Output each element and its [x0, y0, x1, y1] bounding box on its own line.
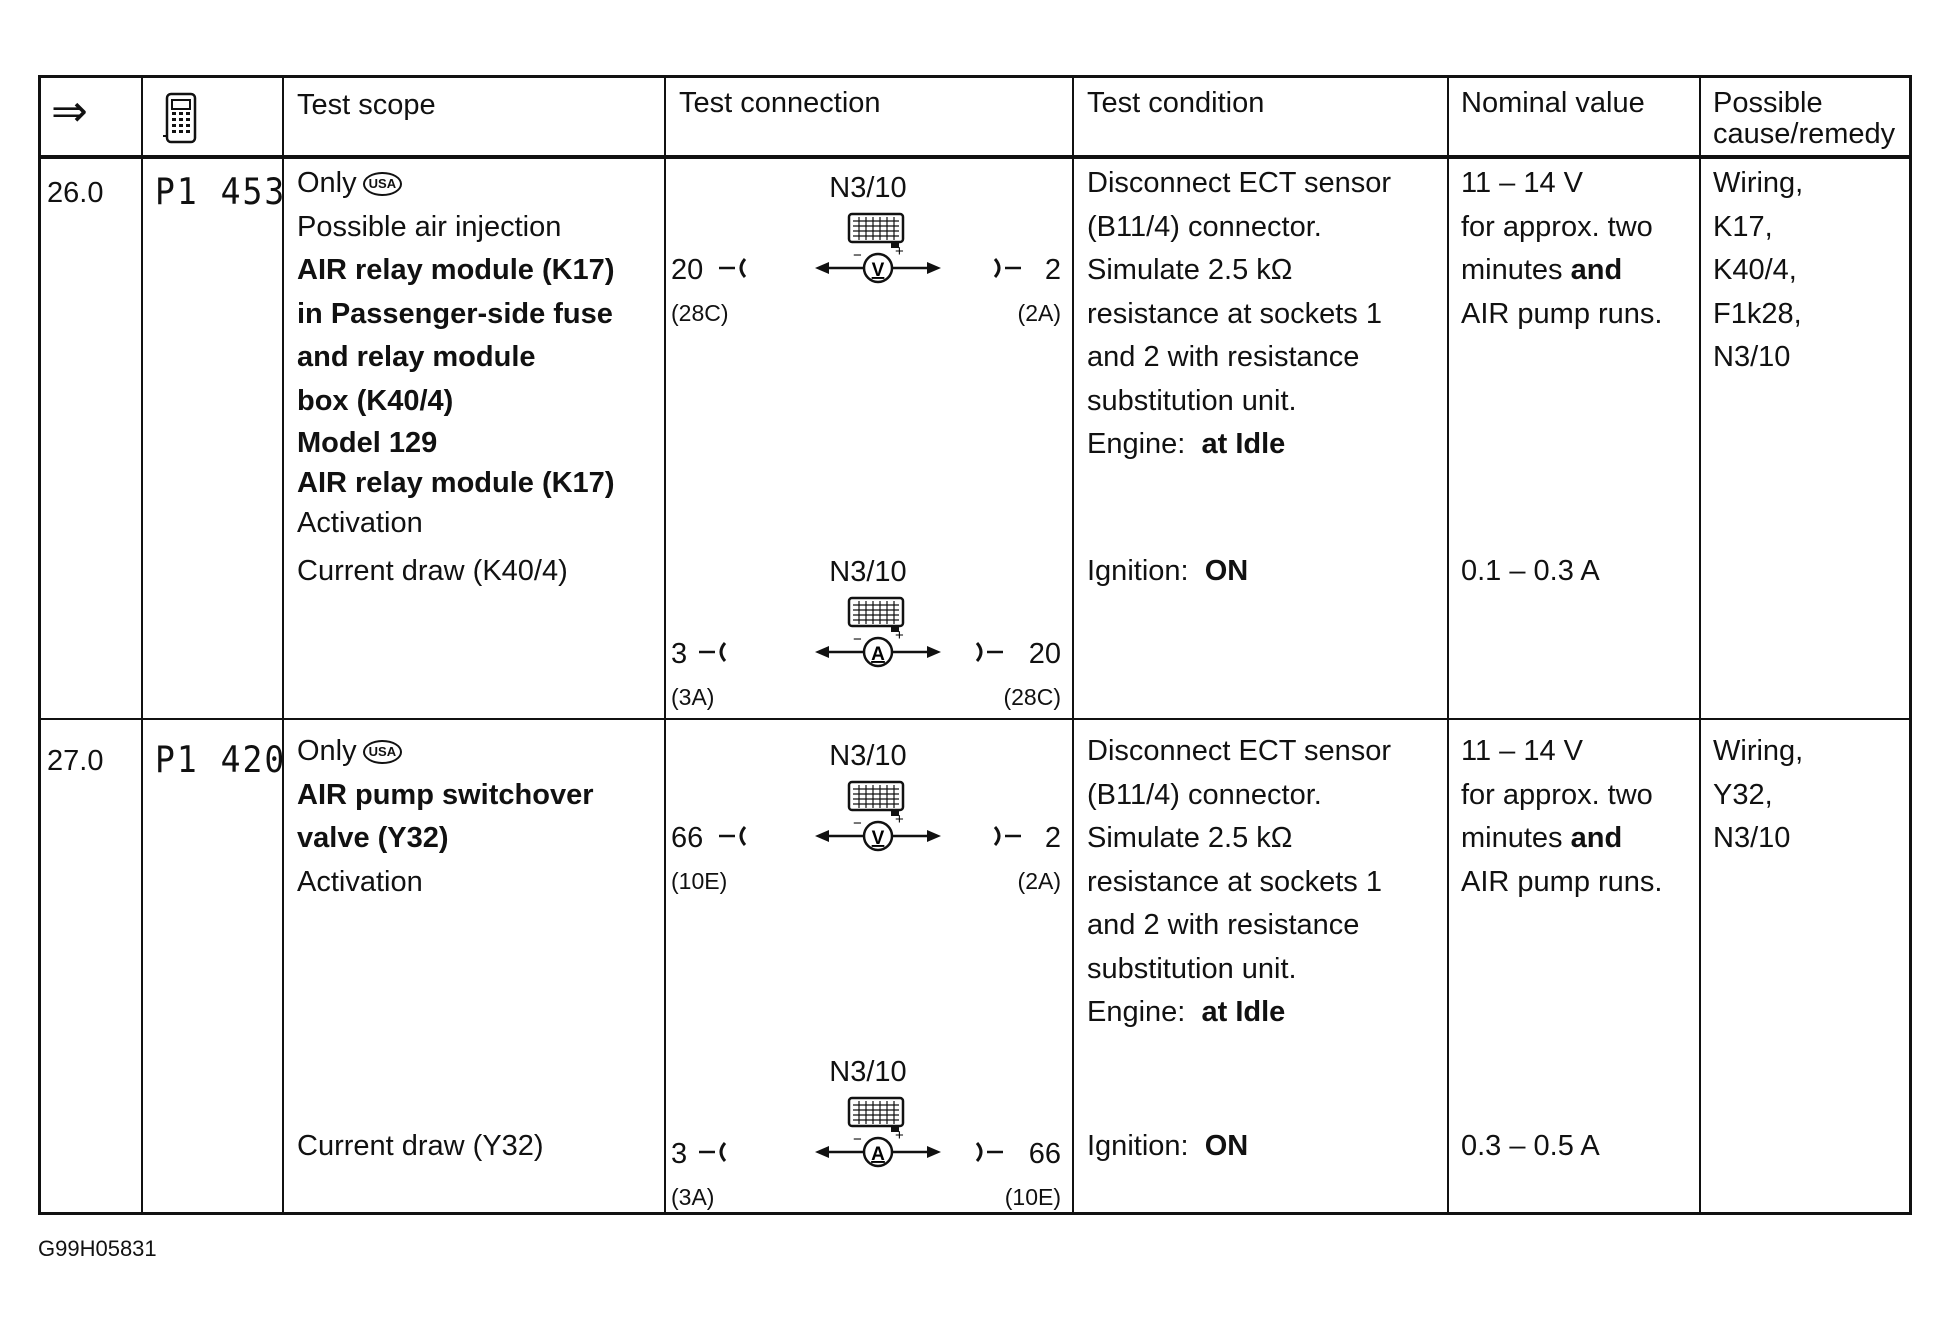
column-divider — [1699, 78, 1701, 1212]
column-divider — [141, 78, 143, 1212]
svg-text:−: − — [853, 815, 862, 832]
test-scope-cell: Only USA AIR pump switchover valve (Y32) Activation — [297, 735, 594, 898]
pin-right: 20 — [1028, 638, 1061, 670]
socket-left: (28C) — [671, 300, 729, 326]
svg-text:V: V — [871, 260, 885, 281]
usa-badge-icon: USA — [363, 740, 402, 764]
tester-icon — [161, 92, 203, 150]
ignition-condition: Ignition: ON — [1087, 555, 1249, 587]
step-number: 27.0 — [47, 745, 104, 777]
fault-code: P1 420 — [155, 738, 287, 781]
voltage-connection-diagram: N3/10 V − + 66 2 (10E) (2A) — [669, 740, 1067, 910]
svg-text:−: − — [853, 631, 862, 648]
svg-text:+: + — [895, 243, 904, 260]
socket-left: (3A) — [671, 1184, 715, 1210]
column-divider — [1447, 78, 1449, 1212]
test-condition-cell: Disconnect ECT sensor (B11/4) connector. Simulate 2.5 kΩ resistance at sockets 1 and 2 with resistance substitution unit. Engine: at Idle — [1087, 167, 1392, 460]
voltmeter-icon — [669, 740, 1067, 910]
nominal-current: 0.3 – 0.5 A — [1461, 1130, 1600, 1162]
svg-text:V: V — [871, 828, 885, 849]
test-scope-cell: Only USA Possible air injection AIR relay module (K17) in Passenger-side fuse and relay module box (K40/4) Model 129 AIR relay module (K17) Activation — [297, 167, 615, 539]
possible-cause-cell: Wiring, Y32, N3/10 — [1713, 735, 1804, 854]
current-draw-label: Current draw (Y32) — [297, 1130, 544, 1162]
ignition-condition: Ignition: ON — [1087, 1130, 1249, 1162]
header-test-condition: Test condition — [1087, 87, 1265, 119]
header-possible-cause: Possible cause/remedy — [1713, 87, 1896, 150]
header-divider — [41, 155, 1909, 159]
socket-right: (2A) — [1017, 868, 1061, 894]
pin-left: 3 — [671, 1138, 688, 1170]
svg-text:−: − — [853, 1131, 862, 1148]
header-nominal-value: Nominal value — [1461, 87, 1645, 119]
current-connection-diagram: N3/10 A − + 3 20 (3A) (28C) — [669, 556, 1067, 726]
pin-right: 2 — [1044, 822, 1061, 854]
usa-badge-icon: USA — [363, 172, 402, 196]
svg-text:−: − — [853, 247, 862, 264]
current-connection-diagram: N3/10 A − + 3 66 (3A) (10E) — [669, 1056, 1067, 1226]
svg-text:+: + — [895, 1127, 904, 1144]
svg-text:A: A — [871, 1144, 885, 1165]
nominal-value-cell: 11 – 14 V for approx. two minutes and AIR pump runs. — [1461, 167, 1663, 330]
column-divider — [1072, 78, 1074, 1212]
pin-left: 3 — [671, 638, 688, 670]
svg-text:+: + — [895, 811, 904, 828]
socket-right: (2A) — [1017, 300, 1061, 326]
pin-right: 2 — [1044, 254, 1061, 286]
svg-text:+: + — [895, 627, 904, 644]
socket-right: (28C) — [1003, 684, 1061, 710]
header-test-scope: Test scope — [297, 89, 436, 121]
column-divider — [282, 78, 284, 1212]
nominal-current: 0.1 – 0.3 A — [1461, 555, 1600, 587]
pin-right: 66 — [1028, 1138, 1061, 1170]
pin-left: 66 — [671, 822, 704, 854]
header-test-connection: Test connection — [679, 87, 881, 119]
step-number: 26.0 — [47, 177, 104, 209]
current-draw-label: Current draw (K40/4) — [297, 555, 568, 587]
fault-code: P1 453 — [155, 170, 287, 213]
socket-left: (3A) — [671, 684, 715, 710]
possible-cause-cell: Wiring, K17, K40/4, F1k28, N3/10 — [1713, 167, 1804, 373]
socket-right: (10E) — [1004, 1184, 1061, 1210]
test-condition-cell: Disconnect ECT sensor (B11/4) connector. Simulate 2.5 kΩ resistance at sockets 1 and 2 with resistance substitution unit. Engine: at Idle — [1087, 735, 1392, 1028]
test-table — [38, 75, 1912, 1215]
svg-text:A: A — [871, 644, 885, 665]
voltage-connection-diagram: N3/10 V − + 20 2 (28C) (2A) — [669, 172, 1067, 342]
voltmeter-icon — [669, 172, 1067, 342]
column-divider — [664, 78, 666, 1212]
nominal-value-cell: 11 – 14 V for approx. two minutes and AIR pump runs. — [1461, 735, 1663, 898]
pin-left: 20 — [671, 254, 704, 286]
arrow-icon: ⇒ — [51, 87, 88, 136]
figure-id: G99H05831 — [38, 1236, 157, 1261]
socket-left: (10E) — [671, 868, 728, 894]
